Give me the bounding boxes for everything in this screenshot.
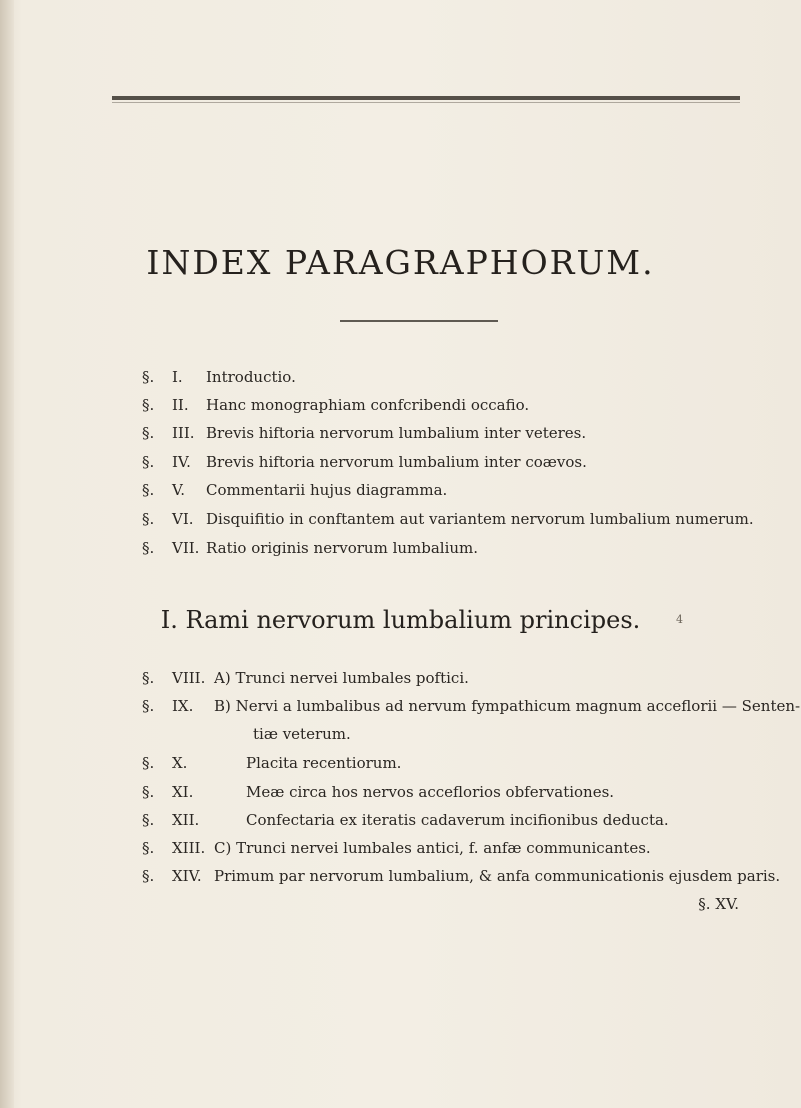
entry-text: Hanc monographiam confcribendi occafio. bbox=[206, 396, 530, 414]
section-sign: §. bbox=[142, 396, 155, 414]
index-entry bbox=[142, 534, 478, 562]
section-sign: §. bbox=[142, 481, 155, 499]
index-entry bbox=[142, 862, 780, 890]
entry-number: XII. bbox=[172, 811, 200, 829]
entry-number: VI. bbox=[172, 510, 194, 528]
section-sign: §. bbox=[142, 867, 155, 885]
entry-text: B) Nervi a lumbalibus ad nervum fympathicum magnum acceflorii — Senten- bbox=[214, 697, 801, 715]
index-entry bbox=[142, 778, 614, 806]
entry-text: Introductio. bbox=[206, 368, 296, 386]
entry-text: Primum par nervorum lumbalium, & anfa communicationis ejusdem paris. bbox=[214, 867, 781, 885]
page-mark: 4 bbox=[676, 613, 683, 626]
section-sign: §. bbox=[142, 811, 155, 829]
entry-number: VII. bbox=[172, 539, 200, 557]
entry-text: Placita recentiorum. bbox=[246, 754, 402, 772]
index-entry bbox=[142, 664, 469, 692]
section-sign: §. bbox=[142, 539, 155, 557]
index-entry bbox=[142, 834, 651, 862]
entry-number: XI. bbox=[172, 783, 194, 801]
top-ornament-rule bbox=[112, 96, 740, 100]
entry-number: XIV. bbox=[172, 867, 202, 885]
entry-text: C) Trunci nervei lumbales antici, f. anfæ communicantes. bbox=[214, 839, 651, 857]
index-entry bbox=[142, 448, 587, 476]
entry-text: Confectaria ex iteratis cadaverum incifionibus deducta. bbox=[246, 811, 669, 829]
entry-number: V. bbox=[172, 481, 185, 499]
section-sign: §. bbox=[142, 368, 155, 386]
section-sign: §. bbox=[142, 754, 155, 772]
entry-continuation: tiæ veterum. bbox=[253, 725, 351, 743]
entry-text: Disquifitio in conftantem aut variantem nervorum lumbalium numerum. bbox=[206, 510, 754, 528]
top-ornament-rule-thin bbox=[112, 102, 740, 103]
section-sign: §. bbox=[142, 839, 155, 857]
index-entry bbox=[142, 505, 754, 533]
entry-text: Brevis hiftoria nervorum lumbalium inter veteres. bbox=[206, 424, 587, 442]
index-entry bbox=[142, 363, 296, 391]
entry-number: II. bbox=[172, 396, 189, 414]
section-sign: §. bbox=[142, 424, 155, 442]
entry-number: I. bbox=[172, 368, 183, 386]
entry-text: Brevis hiftoria nervorum lumbalium inter coævos. bbox=[206, 453, 587, 471]
title-rule bbox=[340, 320, 498, 322]
entry-number: III. bbox=[172, 424, 195, 442]
index-entry bbox=[142, 391, 529, 419]
index-entry bbox=[142, 806, 669, 834]
entry-number: IV. bbox=[172, 453, 191, 471]
catchword: §. XV. bbox=[698, 895, 739, 913]
entry-number: IX. bbox=[172, 697, 194, 715]
section-sign: §. bbox=[142, 783, 155, 801]
index-entry bbox=[142, 692, 800, 720]
entry-text: A) Trunci nervei lumbales poftici. bbox=[214, 669, 469, 687]
section-sign: §. bbox=[142, 510, 155, 528]
entry-number: XIII. bbox=[172, 839, 206, 857]
section-sign: §. bbox=[142, 697, 155, 715]
entry-text: Ratio originis nervorum lumbalium. bbox=[206, 539, 479, 557]
binding-edge bbox=[0, 0, 14, 1108]
entry-text: Meæ circa hos nervos acceflorios obfervationes. bbox=[246, 783, 615, 801]
index-entry bbox=[142, 749, 401, 777]
index-entry bbox=[142, 419, 586, 447]
section-heading: I. Rami nervorum lumbalium principes. bbox=[160, 606, 641, 634]
section-sign: §. bbox=[142, 669, 155, 687]
section-sign: §. bbox=[142, 453, 155, 471]
entry-text: Commentarii hujus diagramma. bbox=[206, 481, 448, 499]
page-title: INDEX PARAGRAPHORUM. bbox=[146, 243, 655, 282]
entry-number: VIII. bbox=[172, 669, 206, 687]
entry-number: X. bbox=[172, 754, 188, 772]
index-entry bbox=[142, 476, 447, 504]
